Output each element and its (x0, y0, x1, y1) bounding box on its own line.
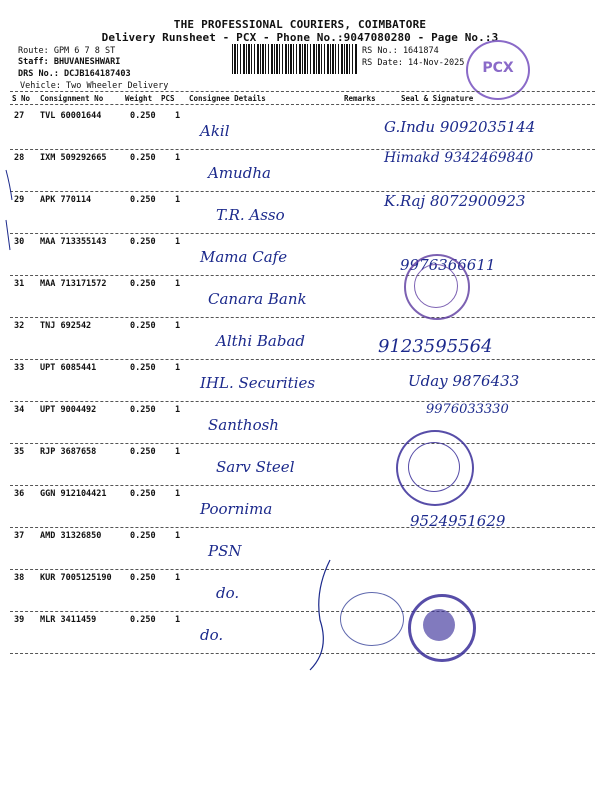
row-pcs: 1 (175, 447, 181, 457)
handwritten-consignee: Althi Babad (216, 332, 305, 350)
handwritten-signature: 9123595564 (378, 336, 493, 357)
handwritten-consignee: PSN (208, 542, 242, 560)
row-consignment: KUR 7005125190 (40, 573, 112, 583)
runsheet-subtitle: Delivery Runsheet - PCX - Phone No.:9047080280 - Page No.:3 (101, 31, 499, 44)
handwritten-signature: K.Raj 8072900923 (384, 192, 526, 210)
handwritten-consignee: Mama Cafe (200, 248, 288, 266)
col-sno: S No (12, 94, 31, 103)
row-weight: 0.250 (130, 531, 156, 541)
row-pcs: 1 (175, 321, 181, 331)
row-consignment: UPT 9004492 (40, 405, 97, 415)
row-pcs: 1 (175, 363, 181, 373)
drs-info: DRS No.: DCJB164187403 (18, 69, 131, 79)
row-consignment: APK 770114 (40, 195, 92, 205)
rs-date: RS Date: 14-Nov-2025 (362, 58, 465, 68)
handwritten-consignee: Akil (200, 122, 230, 140)
row-sno: 32 (14, 321, 25, 331)
row-pcs: 1 (175, 405, 181, 415)
row-weight: 0.250 (130, 489, 156, 499)
handwritten-consignee: do. (200, 626, 224, 644)
row-sno: 28 (14, 153, 25, 163)
row-weight: 0.250 (130, 195, 156, 205)
row-pcs: 1 (175, 615, 181, 625)
handwritten-signature: 9976366611 (400, 256, 496, 274)
handwritten-consignee: Canara Bank (208, 290, 307, 308)
col-seal-signature: Seal & Signature (401, 94, 474, 103)
handwritten-consignee: Sarv Steel (216, 458, 295, 476)
row-pcs: 1 (175, 153, 181, 163)
row-sno: 29 (14, 195, 25, 205)
row-pcs: 1 (175, 279, 181, 289)
row-sno: 36 (14, 489, 25, 499)
row-weight: 0.250 (130, 237, 156, 247)
row-consignment: MAA 713355143 (40, 237, 107, 247)
row-weight: 0.250 (130, 363, 156, 373)
handwritten-consignee: T.R. Asso (216, 206, 285, 224)
row-sno: 27 (14, 111, 25, 121)
rs-number: RS No.: 1641874 (362, 46, 439, 56)
row-weight: 0.250 (130, 405, 156, 415)
handwritten-signature: 9976033330 (426, 402, 509, 417)
row-sno: 35 (14, 447, 25, 457)
row-consignment: UPT 6085441 (40, 363, 97, 373)
handwritten-signature: Uday 9876433 (408, 372, 520, 390)
row-consignment: TVL 60001644 (40, 111, 102, 121)
row-pcs: 1 (175, 237, 181, 247)
row-pcs: 1 (175, 489, 181, 499)
handwritten-consignee: Amudha (208, 164, 271, 182)
row-weight: 0.250 (130, 321, 156, 331)
row-sno: 33 (14, 363, 25, 373)
col-consignment: Consignment No (40, 94, 104, 103)
col-pcs: PCS (161, 94, 175, 103)
handwritten-signature: Himakd 9342469840 (384, 150, 534, 166)
handwritten-consignee: IHL. Securities (200, 374, 316, 392)
col-consignee: Consignee Details (189, 94, 266, 103)
row-pcs: 1 (175, 195, 181, 205)
row-pcs: 1 (175, 111, 181, 121)
row-sno: 34 (14, 405, 25, 415)
handwritten-signature: G.Indu 9092035144 (384, 118, 536, 136)
row-weight: 0.250 (130, 111, 156, 121)
row-consignment: RJP 3687658 (40, 447, 97, 457)
route-info: Route: GPM 6 7 8 ST (18, 46, 116, 56)
row-pcs: 1 (175, 573, 181, 583)
handwritten-consignee: Poornima (200, 500, 273, 518)
row-sno: 31 (14, 279, 25, 289)
row-consignment: MLR 3411459 (40, 615, 97, 625)
handwritten-consignee: Santhosh (208, 416, 279, 434)
row-weight: 0.250 (130, 279, 156, 289)
row-weight: 0.250 (130, 573, 156, 583)
col-weight: Weight (125, 94, 153, 103)
row-consignment: AMD 31326850 (40, 531, 102, 541)
pcx-stamp-text: PCX (482, 60, 514, 76)
staff-info: Staff: BHUVANESHWARI (18, 57, 121, 67)
vehicle-info: Vehicle: Two Wheeler Delivery (20, 81, 169, 91)
row-consignment: MAA 713171572 (40, 279, 107, 289)
row-consignment: TNJ 692542 (40, 321, 92, 331)
row-weight: 0.250 (130, 153, 156, 163)
row-sno: 39 (14, 615, 25, 625)
row-pcs: 1 (175, 531, 181, 541)
row-sno: 38 (14, 573, 25, 583)
row-consignment: IXM 509292665 (40, 153, 107, 163)
row-weight: 0.250 (130, 615, 156, 625)
col-remarks: Remarks (344, 94, 376, 103)
row-sno: 30 (14, 237, 25, 247)
company-title: THE PROFESSIONAL COURIERS, COIMBATORE (173, 18, 427, 31)
handwritten-signature: 9524951629 (410, 512, 506, 530)
handwritten-consignee: do. (216, 584, 240, 602)
row-weight: 0.250 (130, 447, 156, 457)
row-sno: 37 (14, 531, 25, 541)
row-consignment: GGN 912104421 (40, 489, 107, 499)
